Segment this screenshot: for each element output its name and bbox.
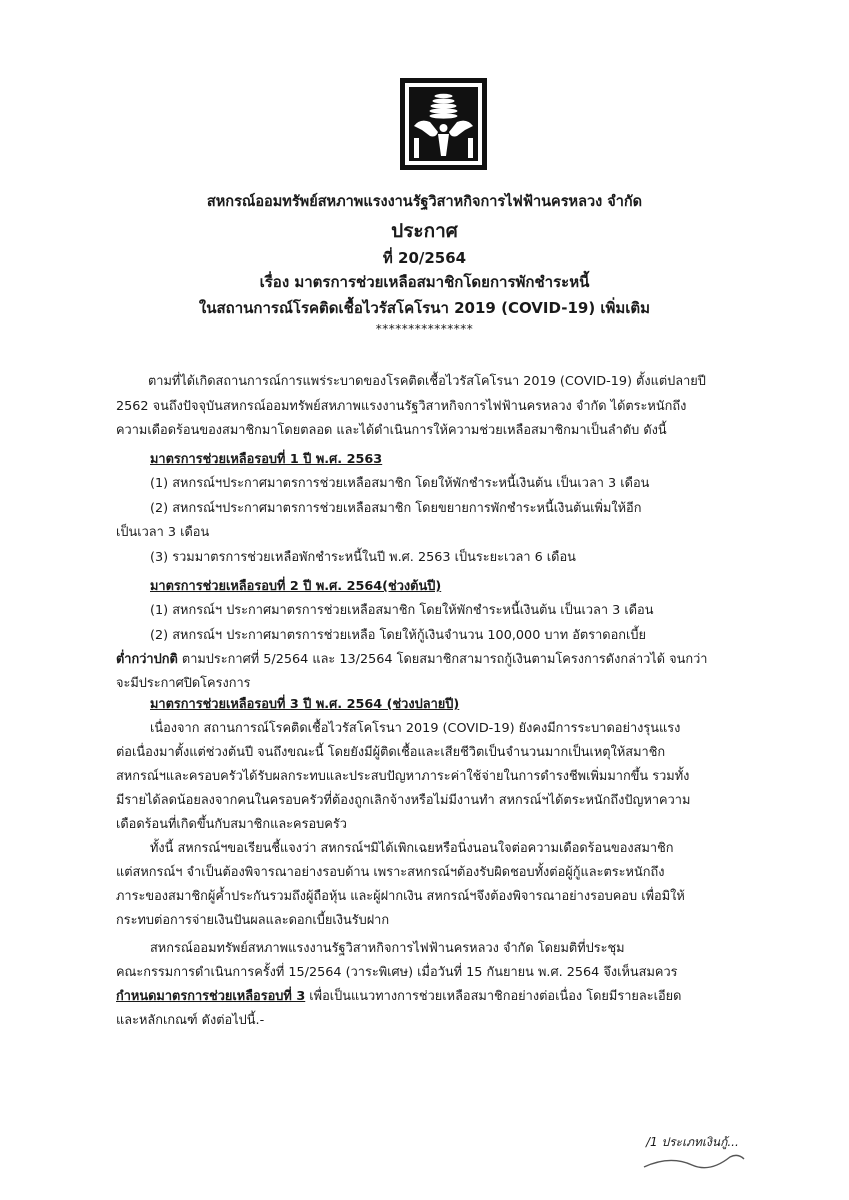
handwritten-mark-icon [640,1145,750,1175]
round2-item-1: (1) สหกรณ์ฯ ประกาศมาตรการช่วยเหลือสมาชิก โดยให้พักชำระหนี้เงินต้น เป็นเวลา 3 เดือน [150,603,654,618]
subject-line-2: ในสถานการณ์โรคติดเชื้อไวรัสโคโรนา 2019 (COVID-19) เพิ่มเติม [198,299,651,317]
intro-line-3: ความเดือดร้อนของสมาชิกมาโดยตลอด และได้ดำเนินการให้ความช่วยเหลือสมาชิกมาเป็นลำดับ ดังนี้ [116,423,667,438]
separator-stars: *************** [375,322,474,336]
round3-para3-line4: และหลักเกณฑ์ ดังต่อไปนี้.- [116,1013,265,1028]
round3-para3-line2: คณะกรรมการดำเนินการครั้งที่ 15/2564 (วาระพิเศษ) เมื่อวันที่ 15 กันยายน พ.ศ. 2564 จึงเห็นสมควร [116,965,678,980]
round2-bold-phrase: ต่ำกว่าปกติ [116,652,178,667]
round3-bold-phrase: กำหนดมาตรการช่วยเหลือรอบที่ 3 [116,989,306,1004]
round2-item-2-cont [116,648,746,672]
round3-para2-line3: ภาระของสมาชิกผู้ค้ำประกันรวมถึงผู้ถือหุ้น และผู้ฝากเงิน สหกรณ์ฯจึงต้องพิจารณาอย่างรอบคอบ เพื่อมิให้ [116,889,685,904]
round2-item-2-end: จะมีประกาศปิดโครงการ [116,676,251,691]
organization-name: สหกรณ์ออมทรัพย์สหภาพแรงงานรัฐวิสาหกิจการไฟฟ้านครหลวง จำกัด [206,194,643,210]
round1-item-2-cont: เป็นเวลา 3 เดือน [116,525,210,540]
announcement-number: ที่ 20/2564 [382,249,467,267]
round2-heading: มาตรการช่วยเหลือรอบที่ 2 ปี พ.ศ. 2564(ช่วงต้นปี) [150,579,442,594]
round3-para2-line2: แต่สหกรณ์ฯ จำเป็นต้องพิจารณาอย่างรอบด้าน เพราะสหกรณ์ฯต้องรับผิดชอบทั้งต่อผู้กู้และตระหนักถึง [116,865,665,880]
round2-item-2: (2) สหกรณ์ฯ ประกาศมาตรการช่วยเหลือ โดยให้กู้เงินจำนวน 100,000 บาท อัตราดอกเบี้ย [150,628,647,643]
round1-item-2: (2) สหกรณ์ฯประกาศมาตรการช่วยเหลือสมาชิก โดยขยายการพักชำระหนี้เงินต้นเพิ่มให้อีก [150,501,642,516]
cooperative-emblem-icon [400,78,487,170]
round3-para1-line1: เนื่องจาก สถานการณ์โรคติดเชื้อไวรัสโคโรนา 2019 (COVID-19) ยังคงมีการระบาดอย่างรุนแรง [150,721,681,736]
announcement-title: ประกาศ [391,220,458,242]
round3-para1-line2: ต่อเนื่องมาตั้งแต่ช่วงต้นปี จนถึงขณะนี้ โดยยังมีผู้ติดเชื้อและเสียชีวิตเป็นจำนวนมากเป็นเหตุให้สมาชิก [116,745,666,760]
intro-line-1: ตามที่ได้เกิดสถานการณ์การแพร่ระบาดของโรคติดเชื้อไวรัสโคโรนา 2019 (COVID-19) ตั้งแต่ปลายปี [148,374,706,389]
round3-heading: มาตรการช่วยเหลือรอบที่ 3 ปี พ.ศ. 2564 (ช่วงปลายปี) [150,697,460,712]
page-continuation: /1 ประเภทเงินกู้... [646,1135,739,1149]
subject-line-1: เรื่อง มาตรการช่วยเหลือสมาชิกโดยการพักชำระหนี้ [259,273,590,291]
round3-para2-line1: ทั้งนี้ สหกรณ์ฯขอเรียนชี้แจงว่า สหกรณ์ฯมิได้เพิกเฉยหรือนิ่งนอนใจต่อความเดือดร้อนของสมาชิก [150,841,674,856]
round3-para1-line5: เดือดร้อนที่เกิดขึ้นกับสมาชิกและครอบครัว [116,817,347,832]
round3-para3-line3 [116,985,746,1009]
round3-para1-line4: มีรายได้ลดน้อยลงจากคนในครอบครัวที่ต้องถูกเลิกจ้างหรือไม่มีงานทำ สหกรณ์ฯได้ตระหนักถึงปัญหาความ [116,793,691,808]
round1-item-3: (3) รวมมาตรการช่วยเหลือพักชำระหนี้ในปี พ.ศ. 2563 เป็นระยะเวลา 6 เดือน [150,550,576,565]
round3-para2-line4: กระทบต่อการจ่ายเงินปันผลและดอกเบี้ยเงินรับฝาก [116,913,390,928]
round1-heading: มาตรการช่วยเหลือรอบที่ 1 ปี พ.ศ. 2563 [150,452,383,467]
round3-para3-rest: เพื่อเป็นแนวทางการช่วยเหลือสมาชิกอย่างต่อเนื่อง โดยมีรายละเอียด [305,989,682,1004]
round1-item-1: (1) สหกรณ์ฯประกาศมาตรการช่วยเหลือสมาชิก โดยให้พักชำระหนี้เงินต้น เป็นเวลา 3 เดือน [150,476,650,491]
round3-para3-line1: สหกรณ์ออมทรัพย์สหภาพแรงงานรัฐวิสาหกิจการไฟฟ้านครหลวง จำกัด โดยมติที่ประชุม [150,941,625,956]
round2-item-2-rest: ตามประกาศที่ 5/2564 และ 13/2564 โดยสมาชิกสามารถกู้เงินตามโครงการดังกล่าวได้ จนกว่า [177,652,708,667]
round3-para1-line3: สหกรณ์ฯและครอบครัวได้รับผลกระทบและประสบปัญหาภาระค่าใช้จ่ายในการดำรงชีพเพิ่มมากขึ้น รวมทั้ง [116,769,690,784]
intro-line-2: 2562 จนถึงปัจจุบันสหกรณ์ออมทรัพย์สหภาพแรงงานรัฐวิสาหกิจการไฟฟ้านครหลวง จำกัด ได้ตระหนักถึง [116,399,687,414]
